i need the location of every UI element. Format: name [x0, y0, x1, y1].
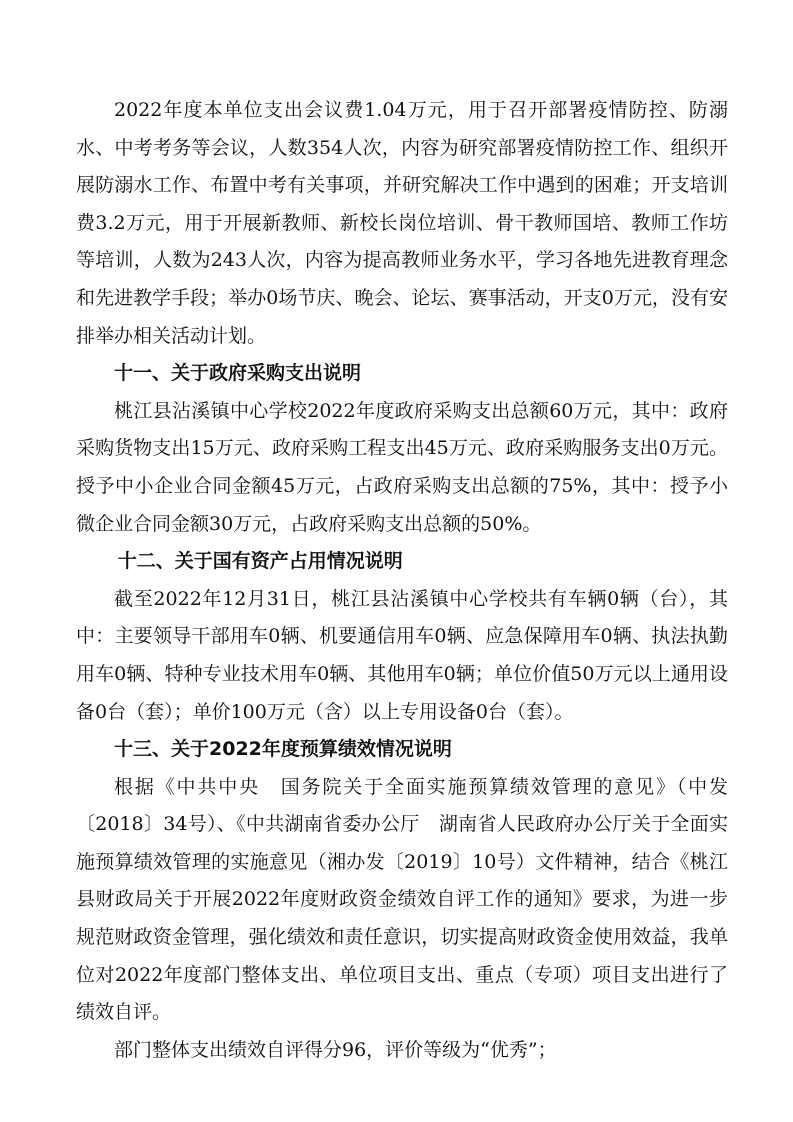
paragraph-score: 部门整体支出绩效自评得分96，评价等级为“优秀”； [114, 1038, 557, 1061]
document-body [76, 92, 728, 1069]
paragraph-performance: 根据《中共中央 国务院关于全面实施预算绩效管理的意见》（中发〔2018〕34号）、《中共湖南省委办公厅 湖南省人民政府办公厅关于全面实施预算绩效管理的实施意见（湘办发〔2019〕10号）文件精神，结合《桃江县财政局关于开展2022年度财政资金绩效自评工作的通知》要求，为进一步规范财政资金管理，强化绩效和责任意识，切实提高财政资金使用效益，我单位对2022年度部门整体支出、单位项目支出、重点（专项）项目支出进行了绩效自评。 [76, 775, 728, 1024]
paragraph-procurement: 桃江县沾溪镇中心学校2022年度政府采购支出总额60万元，其中：政府采购货物支出15万元、政府采购工程支出45万元、政府采购服务支出0万元。授予中小企业合同金额45万元，占政府采购支出总额的75%，其中：授予小微企业合同金额30万元，占政府采购支出总额的50%。 [76, 399, 728, 535]
paragraph-meetings-training: 2022年度本单位支出会议费1.04万元，用于召开部署疫情防控、防溺水、中考考务等会议，人数354人次，内容为研究部署疫情防控工作、组织开展防溺水工作、布置中考有关事项，并研究解决工作中遇到的困难；开支培训费3.2万元，用于开展新教师、新校长岗位培训、骨干教师国培、教师工作坊等培训，人数为243人次，内容为提高教师业务水平，学习各地先进教育理念和先进教学手段；举办0场节庆、晚会、论坛、赛事活动，开支0万元，没有安排举办相关活动计划。 [76, 99, 728, 347]
heading-section-11: 十一、关于政府采购支出说明 [114, 362, 362, 385]
paragraph-state-assets: 截至2022年12月31日，桃江县沾溪镇中心学校共有车辆0辆（台），其中：主要领导干部用车0辆、机要通信用车0辆、应急保障用车0辆、执法执勤用车0辆、特种专业技术用车0辆、其他用车0辆；单位价值50万元以上通用设备0台（套）；单价100万元（含）以上专用设备0台（套）。 [76, 587, 728, 723]
heading-section-13: 十三、关于2022年度预算绩效情况说明 [114, 738, 452, 761]
heading-section-12: 十二、关于国有资产占用情况说明 [117, 550, 403, 573]
